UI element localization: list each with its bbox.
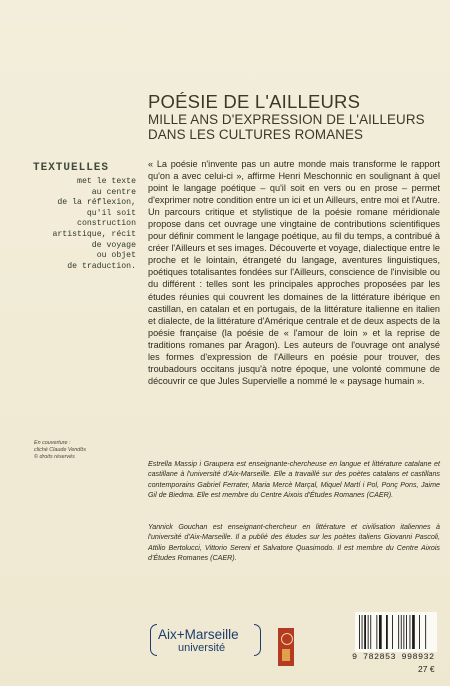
back-cover-blurb xyxy=(148,158,440,387)
blurb-text: « La poésie n'invente pas un autre monde mais transforme le rapport qu'on a avec celui-ci », affirme Henri Meschonnic en soulignant à quel point le langage poétique – qu'il soit en vers ou en prose – permet d'exprimer notre condition entre un ici et un Ailleurs, entre moi et l'Autre. Un parcours critique et stylistique de la poésie romane méridionale propose dans cet ouvrage une vingtaine de contributions scientifiques pour définir comment le langage poétique, au fil du temps, a contribué à créer l'Ailleurs et ses images. Découverte et voyage, dialectique entre le proche et le lointain, étrangeté du langage, aventures linguistiques, poétiques totalisantes fondées sur l'Ailleurs, conscience de l'invisible ou du différent : telles sont les principales approches proposées par les études réunies qui couvrent les domaines de la littérature ibérique en castillan, en catalan et en portugais, de la littérature italienne en italien et dialecte, de la littérature d'Amérique centrale et de deux aspects de la poésie française (la poésie de « l'amour de loin » et la reprise de traditions romanes par Aragon). Les auteurs de l'ouvrage ont analysé les formes d'expression de l'Ailleurs en poésie pour trouver, des troubadours occitans jusqu'à notre époque, une volonté commune de découvrir ce que Jules Supervielle a nommé le « paysage humain ». xyxy=(148,159,440,386)
book-title: POÉSIE DE L'AILLEURS xyxy=(148,91,361,112)
book-subtitle: MILLE ANS D'EXPRESSION DE L'AILLEURS DANS LES CULTURES ROMANES xyxy=(148,112,425,142)
seal-bar xyxy=(282,649,290,661)
price: 27 € xyxy=(418,664,435,674)
author-name-1: Estrella Massip i Graupera xyxy=(148,460,234,468)
barcode-bar xyxy=(386,615,388,649)
barcode-bar xyxy=(370,615,371,649)
author-bio-text-1: est enseignante-chercheuse en langue et littérature catalane et castillane à l'université d'Aix-Marseille. Elle a travaillé sur des poètes catalans et castillans contemporains Gabriel Ferrater, Maria Mercè Marçal, Miquel Martí i Pol, Ponç Pons, Jaime Gil de Biedma. Elle est membre du Centre Aixois d'Études Romanes (CAER). xyxy=(148,460,440,500)
logo-bracket-right xyxy=(254,624,261,656)
series-name: TEXTUELLES xyxy=(33,162,110,174)
barcode-bar xyxy=(425,615,426,649)
barcode-bar xyxy=(392,615,393,649)
press-seal-icon xyxy=(278,628,294,666)
barcode-bar xyxy=(359,615,360,649)
publisher-logo xyxy=(150,624,270,668)
logo-bracket-left xyxy=(150,624,157,656)
barcode-bar xyxy=(401,615,402,649)
seal-circle xyxy=(281,633,293,645)
logo-sub-text: université xyxy=(178,642,226,654)
author-bio-2 xyxy=(148,522,440,564)
barcode-bar xyxy=(406,615,407,649)
barcode-bar xyxy=(419,615,420,649)
barcode-bar xyxy=(376,615,377,649)
logo-main-text: Aix+Marseille xyxy=(158,627,239,642)
barcode-bars-icon xyxy=(359,615,433,649)
author-bio-text-2: est enseignant-chercheur en littérature et civilisation italiennes à l'université d'Aix-Marseille. Il a publié des études sur les poètes italiens Giovanni Pascoli, Attilio Bertolucci, Vittorio Sereni et Salvatore Quasimodo. Il est membre du Centre Aixois d'Études Romanes (CAER). xyxy=(148,523,441,563)
cover-credit xyxy=(34,440,134,462)
cover-credit-line-2: cliché Claude Vendôs xyxy=(34,447,86,454)
barcode-bar xyxy=(364,615,366,649)
barcode-bar xyxy=(403,615,404,649)
barcode-bar xyxy=(410,615,411,649)
series-description: met le texte au centre de la réflexion, qu'il soit construction artistique, récit de voyage ou objet de traduction. xyxy=(52,177,136,271)
barcode-bar xyxy=(368,615,369,649)
barcode xyxy=(355,612,437,652)
cover-credit-line-1: En couverture : xyxy=(34,440,71,446)
author-name-2: Yannick Gouchan xyxy=(148,523,208,531)
barcode-bar xyxy=(412,615,415,649)
barcode-bar xyxy=(362,615,363,649)
isbn-digits: 9 782853 998932 xyxy=(352,652,435,662)
barcode-bar xyxy=(379,615,382,649)
barcode-bar xyxy=(398,615,399,649)
cover-credit-line-3: © droits réservés xyxy=(34,454,75,461)
author-bio-1 xyxy=(148,459,440,501)
